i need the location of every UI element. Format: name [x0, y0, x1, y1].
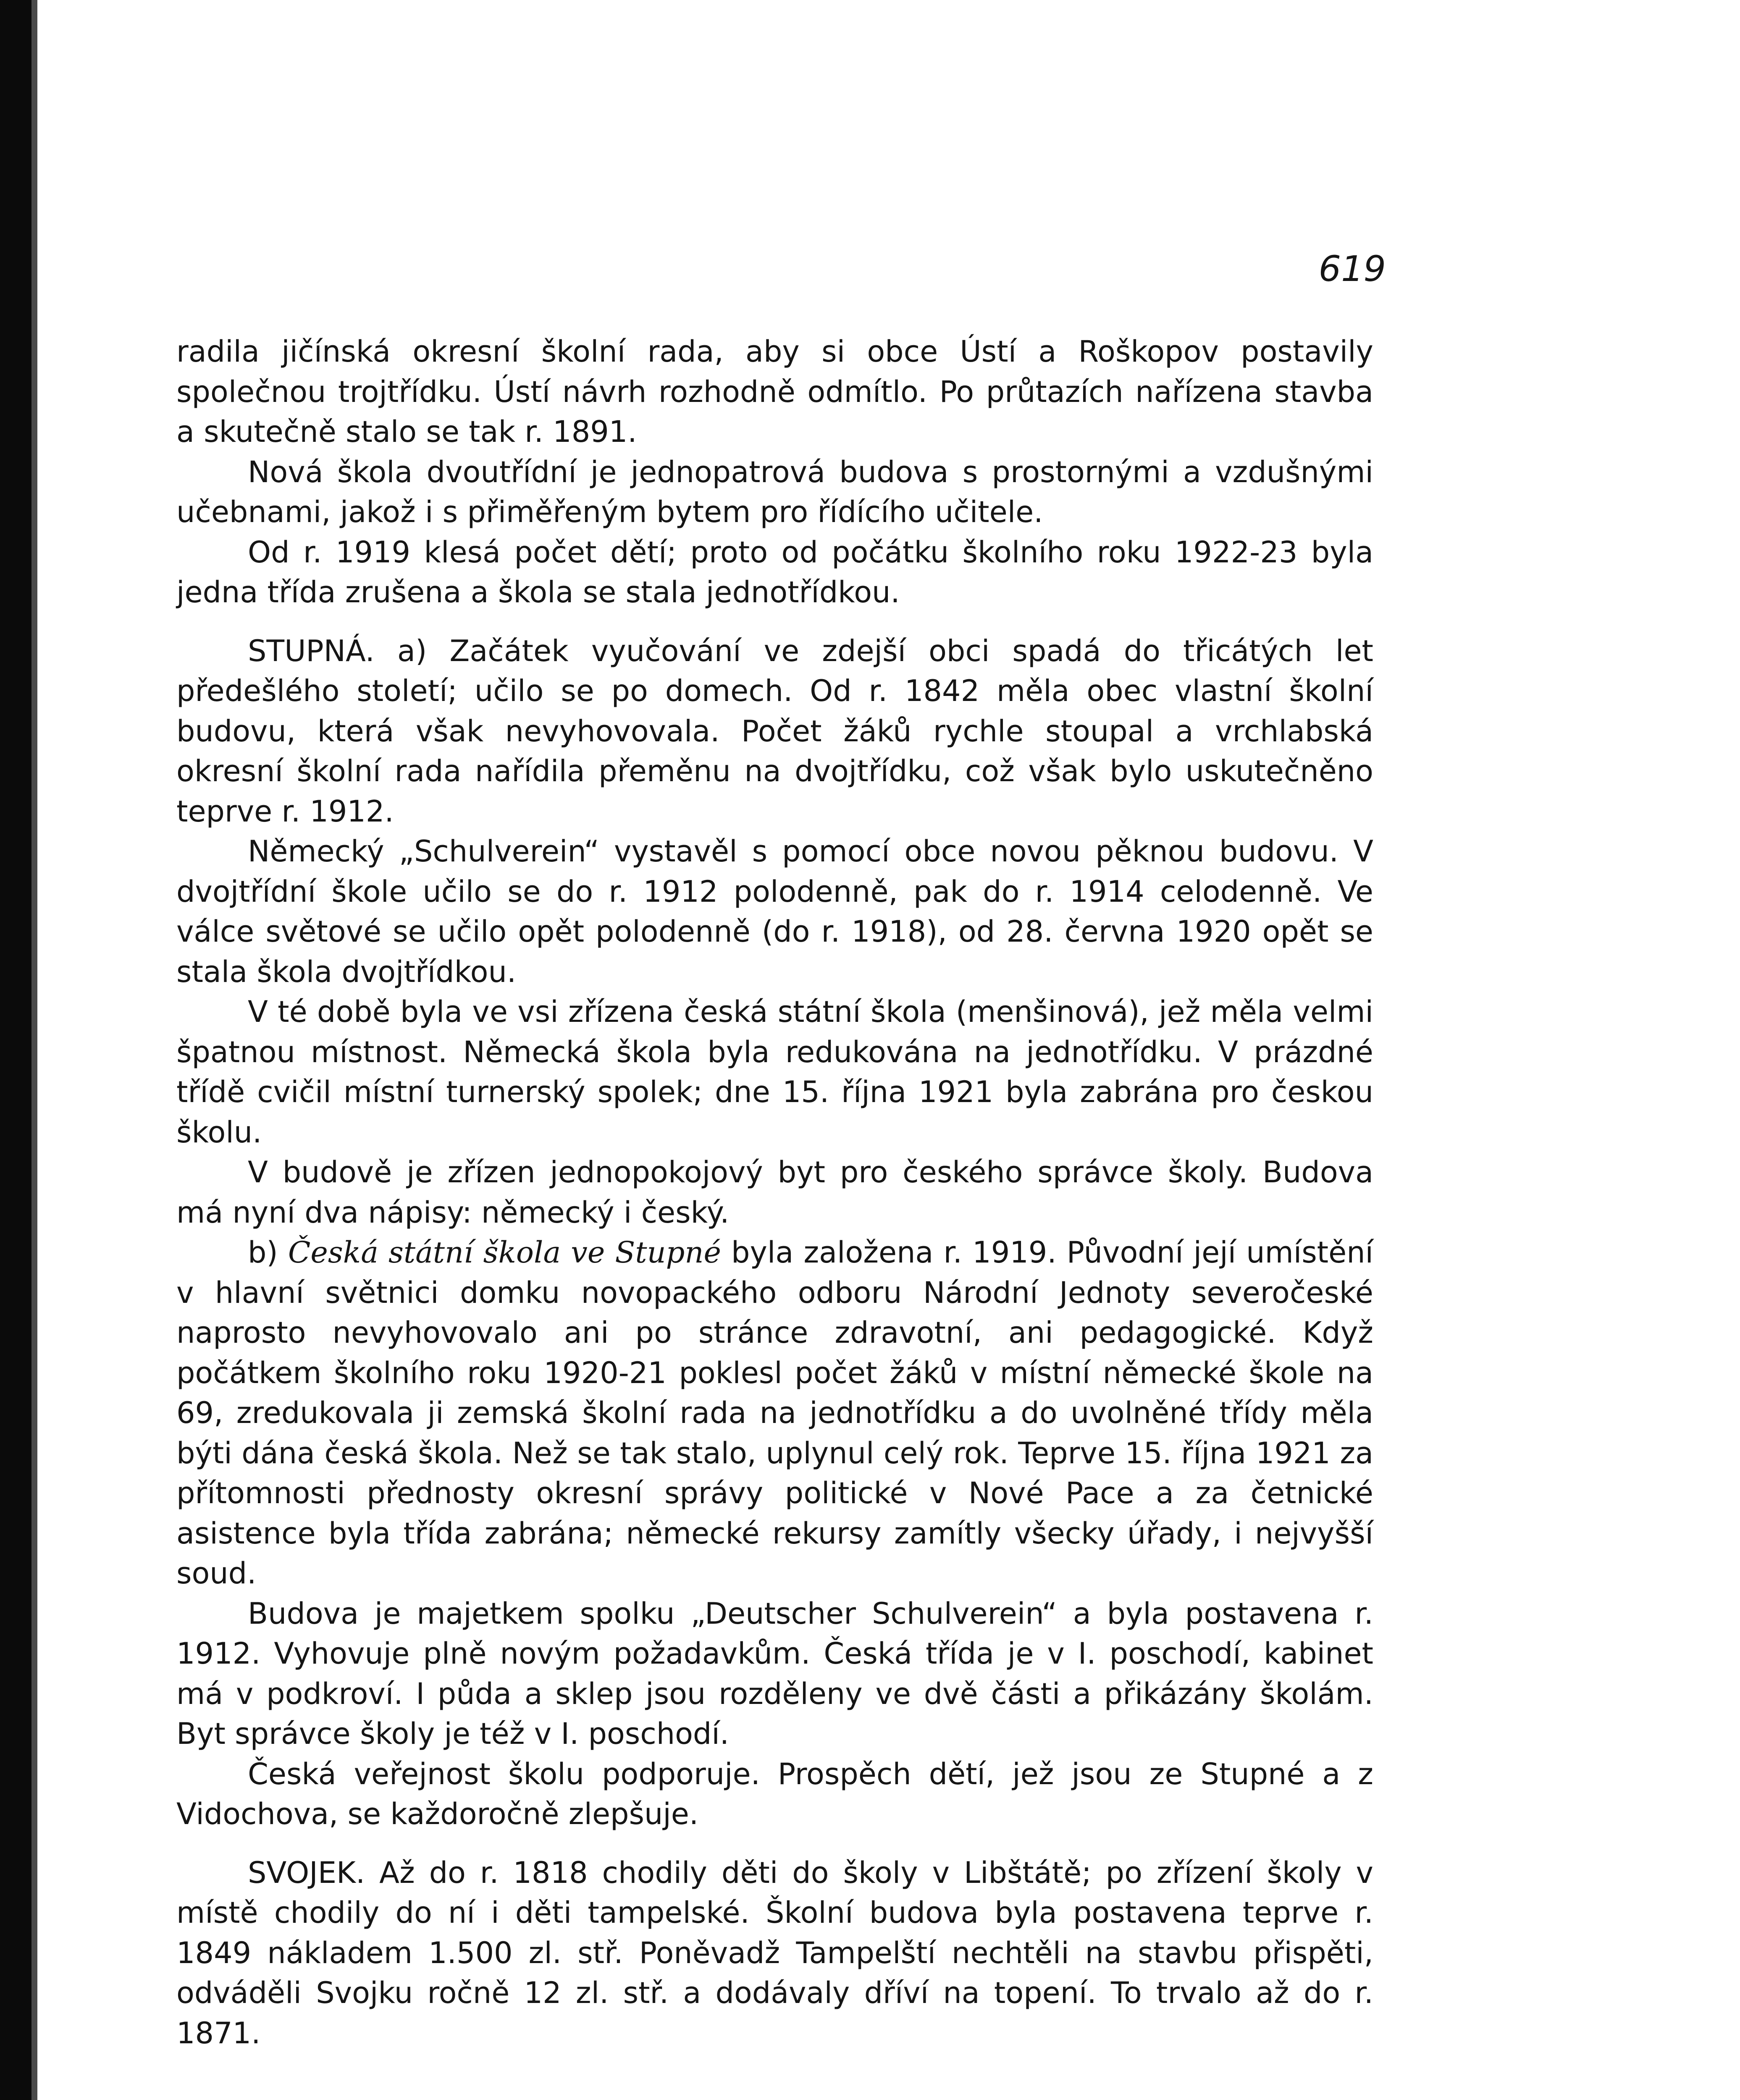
body-text — [176, 332, 1373, 2053]
book-spine-shadow — [0, 0, 31, 2100]
paragraph: V té době byla ve vsi zřízena česká státní škola (menšinová), jež měla velmi špatnou místnost. Německá škola byla redukována na jednotřídku. V prázdné třídě cvičil místní turnerský spolek; dne 15. října 1921 byla zabrána pro českou školu. — [176, 995, 1373, 1150]
paragraph-text: byla založena r. 1919. Původní její umístění v hlavní světnici domku novopackého odboru Národní Jednoty severočeské naprosto nevyhovovalo ani po stránce zdravotní, ani pedagogické. Když počátkem školního roku 1920-21 poklesl počet žáků v místní německé škole na 69, zredukovala ji zemská školní rada na jednotřídku a do uvolněné třídy měla býti dána česká škola. Než se tak stalo, uplynul celý rok. Teprve 15. října 1921 za přítomnosti přednosty okresní správy politické v Nové Pace a za četnické asistence byla třída zabrána; německé rekursy zamítly všecky úřady, i nejvyšší soud. — [176, 1235, 1374, 1591]
paragraph-svojek: SVOJEK. Až do r. 1818 chodily děti do školy v Libštátě; po zřízení školy v místě chodily do ní i děti tampelské. Školní budova byla postavena teprve r. 1849 nákladem 1.500 zl. stř. Poněvadž Tampelští nechtěli na stavbu přispěti, odváděli Svojku ročně 12 zl. stř. a dodávaly dříví na topení. To trvalo až do r. 1871. — [176, 1855, 1373, 2050]
paragraph-prefix: b) — [248, 1235, 288, 1270]
book-spine-edge — [31, 0, 37, 2100]
paragraph-czech-school — [176, 1233, 1373, 1594]
paragraph-stupna: STUPNÁ. a) Začátek vyučování ve zdejší obci spadá do třicátých let předešlého století; učilo se po domech. Od r. 1842 měla obec vlastní školní budovu, která však nevyhovovala. Počet žáků rychle stoupal a vrchlabská okresní školní rada nařídila přeměnu na dvojtřídku, což však bylo uskutečněno teprve r. 1912. — [176, 633, 1373, 829]
paragraph: Německý „Schulverein“ vystavěl s pomocí obce novou pěknou budovu. V dvojtřídní škole učilo se do r. 1912 polodenně, pak do r. 1914 celodenně. Ve válce světové se učilo opět polodenně (do r. 1918), od 28. června 1920 opět se stala škola dvojtřídkou. — [176, 834, 1373, 989]
paragraph: Česká veřejnost školu podporuje. Prospěch dětí, jež jsou ze Stupné a z Vidochova, se každoročně zlepšuje. — [176, 1756, 1373, 1831]
paragraph: V budově je zřízen jednopokojový byt pro českého správce školy. Budova má nyní dva nápisy: německý i český. — [176, 1155, 1373, 1230]
italic-school-name: Česká státní škola ve Stupné — [288, 1235, 721, 1270]
page-number: 619 — [1318, 248, 1386, 289]
paragraph: Od r. 1919 klesá počet dětí; proto od počátku školního roku 1922-23 byla jedna třída zrušena a škola se stala jednotřídkou. — [176, 535, 1373, 609]
paragraph: Budova je majetkem spolku „Deutscher Schulverein“ a byla postavena r. 1912. Vyhovuje plně novým požadavkům. Česká třída je v I. poschodí, kabinet má v podkroví. I půda a sklep jsou rozděleny ve dvě části a přikázány školám. Byt správce školy je též v I. poschodí. — [176, 1596, 1373, 1751]
paragraph-continuation: radila jičínská okresní školní rada, aby si obce Ústí a Roškopov postavily společnou trojtřídku. Ústí návrh rozhodně odmítlo. Po průtazích nařízena stavba a skutečně stalo se tak r. 1891. — [176, 334, 1373, 449]
paragraph: Nová škola dvoutřídní je jednopatrová budova s prostornými a vzdušnými učebnami, jakož i s přiměřeným bytem pro řídícího učitele. — [176, 454, 1373, 529]
